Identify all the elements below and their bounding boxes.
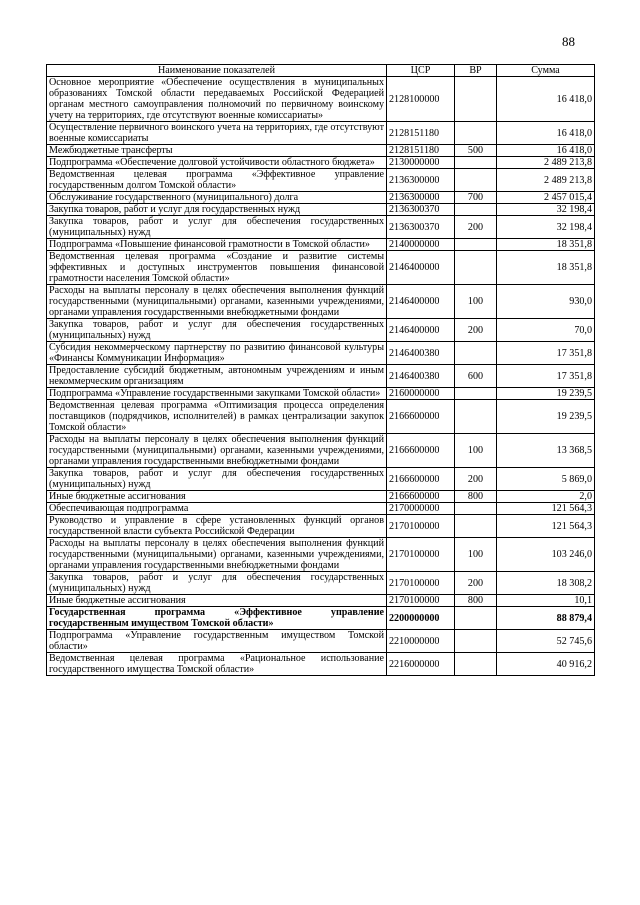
cell-code: 2130000000	[387, 157, 455, 169]
cell-sum: 16 418,0	[497, 77, 595, 122]
cell-sum: 88 879,4	[497, 607, 595, 630]
cell-vr: 600	[455, 365, 497, 388]
cell-sum: 17 351,8	[497, 365, 595, 388]
cell-name: Расходы на выплаты персоналу в целях обеспечения выполнения функций государственными (муниципальными) органами, казенными учреждениями, органами управления государственными внебюджетными фондами	[47, 285, 387, 319]
table-row	[47, 145, 595, 157]
cell-name: Закупка товаров, работ и услуг для государственных нужд	[47, 204, 387, 216]
cell-sum: 19 239,5	[497, 388, 595, 400]
table-row	[47, 491, 595, 503]
cell-vr	[455, 630, 497, 653]
cell-code: 2200000000	[387, 607, 455, 630]
cell-code: 2136300000	[387, 169, 455, 192]
cell-vr	[455, 653, 497, 676]
header-row	[47, 65, 595, 77]
cell-sum: 18 351,8	[497, 251, 595, 285]
cell-vr	[455, 157, 497, 169]
cell-vr	[455, 204, 497, 216]
cell-vr	[455, 503, 497, 515]
cell-name: Ведомственная целевая программа «Создание и развитие системы эффективных и доступных инструментов повышения финансовой грамотности населения Томской области»	[47, 251, 387, 285]
cell-code: 2128151180	[387, 122, 455, 145]
cell-vr: 800	[455, 595, 497, 607]
cell-sum: 32 198,4	[497, 204, 595, 216]
cell-name: Расходы на выплаты персоналу в целях обеспечения выполнения функций государственными (муниципальными) органами, казенными учреждениями, органами управления государственными внебюджетными фондами	[47, 434, 387, 468]
cell-vr: 200	[455, 572, 497, 595]
table-row	[47, 122, 595, 145]
cell-sum: 18 308,2	[497, 572, 595, 595]
cell-sum: 40 916,2	[497, 653, 595, 676]
table-row	[47, 77, 595, 122]
header-sum: Сумма	[497, 65, 595, 77]
cell-vr: 800	[455, 491, 497, 503]
cell-sum: 930,0	[497, 285, 595, 319]
cell-code: 2166600000	[387, 400, 455, 434]
cell-code: 2146400380	[387, 342, 455, 365]
cell-name: Субсидия некоммерческому партнерству по развитию финансовой культуры «Финансы Коммуникации Информация»	[47, 342, 387, 365]
cell-name: Подпрограмма «Повышение финансовой грамотности в Томской области»	[47, 239, 387, 251]
cell-name: Предоставление субсидий бюджетным, автономным учреждениям и иным некоммерческим организациям	[47, 365, 387, 388]
cell-name: Ведомственная целевая программа «Рациональное использование государственного имущества Томской области»	[47, 653, 387, 676]
table-row	[47, 216, 595, 239]
cell-sum: 16 418,0	[497, 122, 595, 145]
cell-sum: 5 869,0	[497, 468, 595, 491]
cell-code: 2210000000	[387, 630, 455, 653]
cell-vr	[455, 607, 497, 630]
table-row	[47, 515, 595, 538]
cell-code: 2170100000	[387, 538, 455, 572]
cell-code: 2146400000	[387, 285, 455, 319]
cell-vr	[455, 515, 497, 538]
header-code: ЦСР	[387, 65, 455, 77]
cell-name: Подпрограмма «Управление государственными закупками Томской области»	[47, 388, 387, 400]
cell-name: Осуществление первичного воинского учета на территориях, где отсутствуют военные комиссариаты	[47, 122, 387, 145]
cell-vr: 200	[455, 468, 497, 491]
cell-code: 2146400380	[387, 365, 455, 388]
cell-name: Иные бюджетные ассигнования	[47, 595, 387, 607]
cell-code: 2170100000	[387, 572, 455, 595]
cell-name: Ведомственная целевая программа «Эффективное управление государственным долгом Томской области»	[47, 169, 387, 192]
table-row	[47, 595, 595, 607]
table-row	[47, 169, 595, 192]
cell-name: Основное мероприятие «Обеспечение осуществления в муниципальных образованиях Томской области передаваемых Российской Федерацией органам местного самоуправления полномочий по первичному воинскому учету на территориях, где отсутствуют военные комиссариаты»	[47, 77, 387, 122]
cell-code: 2146400000	[387, 319, 455, 342]
cell-code: 2136300370	[387, 216, 455, 239]
cell-code: 2170100000	[387, 595, 455, 607]
cell-vr: 100	[455, 434, 497, 468]
table-row	[47, 251, 595, 285]
cell-sum: 2,0	[497, 491, 595, 503]
cell-name: Обслуживание государственного (муниципального) долга	[47, 192, 387, 204]
cell-code: 2160000000	[387, 388, 455, 400]
cell-sum: 2 457 015,4	[497, 192, 595, 204]
page-number: 88	[562, 34, 575, 49]
table-row	[47, 653, 595, 676]
table-row	[47, 434, 595, 468]
header-name: Наименование показателей	[47, 65, 387, 77]
cell-sum: 13 368,5	[497, 434, 595, 468]
cell-vr	[455, 251, 497, 285]
cell-code: 2128100000	[387, 77, 455, 122]
table-row	[47, 388, 595, 400]
cell-code: 2170000000	[387, 503, 455, 515]
table-row	[47, 468, 595, 491]
cell-sum: 121 564,3	[497, 515, 595, 538]
cell-name: Государственная программа «Эффективное управление государственным имуществом Томской области»	[47, 607, 387, 630]
cell-name: Закупка товаров, работ и услуг для обеспечения государственных (муниципальных) нужд	[47, 216, 387, 239]
cell-vr: 700	[455, 192, 497, 204]
cell-code: 2166600000	[387, 491, 455, 503]
cell-name: Иные бюджетные ассигнования	[47, 491, 387, 503]
cell-vr: 200	[455, 216, 497, 239]
cell-name: Подпрограмма «Управление государственным имуществом Томской области»	[47, 630, 387, 653]
table-row	[47, 285, 595, 319]
cell-code: 2140000000	[387, 239, 455, 251]
cell-sum: 2 489 213,8	[497, 157, 595, 169]
budget-table	[46, 64, 595, 676]
table-row	[47, 157, 595, 169]
cell-code: 2128151180	[387, 145, 455, 157]
table-row	[47, 538, 595, 572]
cell-name: Закупка товаров, работ и услуг для обеспечения государственных (муниципальных) нужд	[47, 319, 387, 342]
cell-sum: 10,1	[497, 595, 595, 607]
table-row	[47, 365, 595, 388]
table-body	[47, 77, 595, 676]
cell-vr	[455, 77, 497, 122]
table-row	[47, 342, 595, 365]
cell-sum: 16 418,0	[497, 145, 595, 157]
cell-code: 2166600000	[387, 468, 455, 491]
cell-sum: 52 745,6	[497, 630, 595, 653]
cell-name: Закупка товаров, работ и услуг для обеспечения государственных (муниципальных) нужд	[47, 468, 387, 491]
cell-code: 2136300370	[387, 204, 455, 216]
table-row	[47, 630, 595, 653]
cell-name: Подпрограмма «Обеспечение долговой устойчивости областного бюджета»	[47, 157, 387, 169]
cell-vr	[455, 388, 497, 400]
cell-name: Руководство и управление в сфере установленных функций органов государственной власти субъекта Российской Федерации	[47, 515, 387, 538]
cell-vr	[455, 122, 497, 145]
cell-vr	[455, 169, 497, 192]
cell-code: 2136300000	[387, 192, 455, 204]
cell-code: 2146400000	[387, 251, 455, 285]
table-row	[47, 572, 595, 595]
cell-vr: 200	[455, 319, 497, 342]
cell-code: 2170100000	[387, 515, 455, 538]
cell-name: Ведомственная целевая программа «Оптимизация процесса определения поставщиков (подрядчиков, исполнителей) в рамках централизации закупок Томской области»	[47, 400, 387, 434]
cell-vr	[455, 239, 497, 251]
table-row	[47, 239, 595, 251]
table-row	[47, 503, 595, 515]
cell-sum: 19 239,5	[497, 400, 595, 434]
table-row	[47, 400, 595, 434]
cell-sum: 2 489 213,8	[497, 169, 595, 192]
cell-sum: 17 351,8	[497, 342, 595, 365]
cell-name: Расходы на выплаты персоналу в целях обеспечения выполнения функций государственными (муниципальными) органами, казенными учреждениями, органами управления государственными внебюджетными фондами	[47, 538, 387, 572]
cell-vr: 500	[455, 145, 497, 157]
cell-name: Межбюджетные трансферты	[47, 145, 387, 157]
cell-vr	[455, 342, 497, 365]
cell-sum: 121 564,3	[497, 503, 595, 515]
table-row	[47, 607, 595, 630]
cell-sum: 103 246,0	[497, 538, 595, 572]
cell-name: Закупка товаров, работ и услуг для обеспечения государственных (муниципальных) нужд	[47, 572, 387, 595]
cell-sum: 18 351,8	[497, 239, 595, 251]
cell-sum: 32 198,4	[497, 216, 595, 239]
table-row	[47, 192, 595, 204]
table-row	[47, 319, 595, 342]
table-row	[47, 204, 595, 216]
cell-vr: 100	[455, 285, 497, 319]
cell-name: Обеспечивающая подпрограмма	[47, 503, 387, 515]
cell-vr: 100	[455, 538, 497, 572]
cell-code: 2166600000	[387, 434, 455, 468]
cell-code: 2216000000	[387, 653, 455, 676]
cell-vr	[455, 400, 497, 434]
header-vr: ВР	[455, 65, 497, 77]
cell-sum: 70,0	[497, 319, 595, 342]
